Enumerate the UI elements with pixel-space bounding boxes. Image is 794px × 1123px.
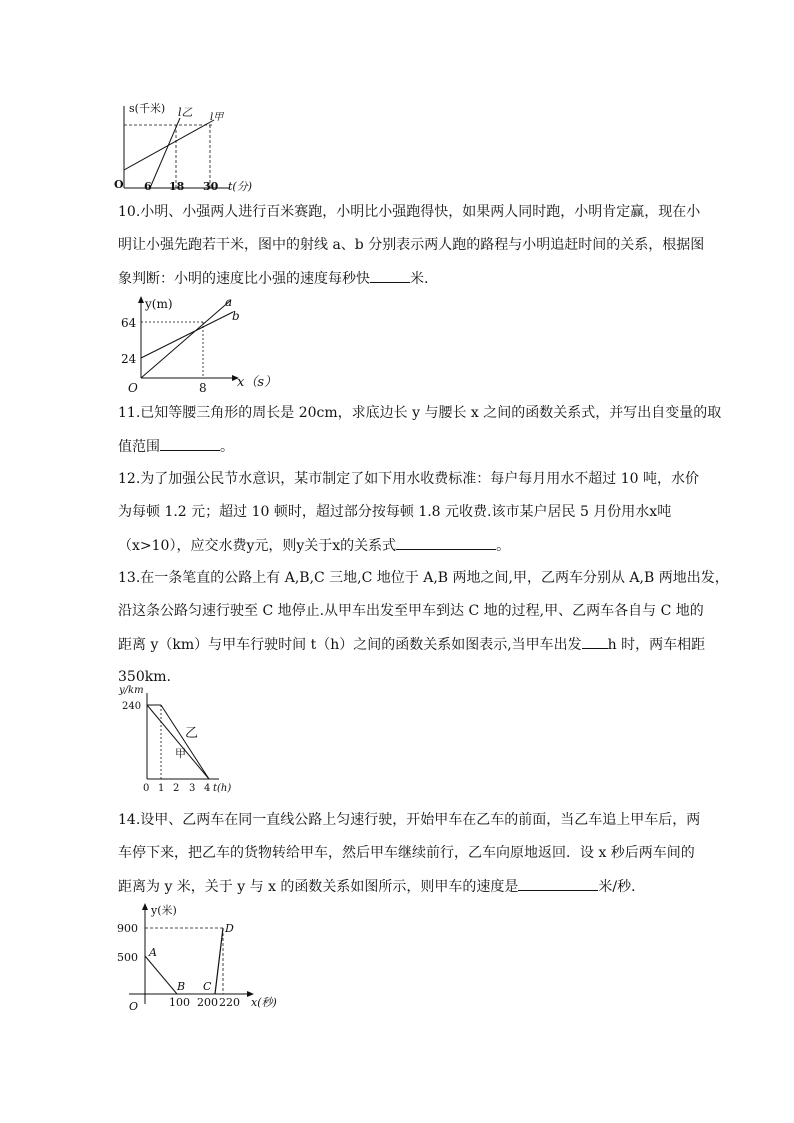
fig2-ray-a-label: a [225,295,233,309]
q13-answer-blank[interactable] [582,634,608,649]
segment-AB [145,956,177,994]
fig4-xlabel: x(秒) [251,996,277,1009]
fig4-ytick-900: 900 [117,922,138,935]
fig1-ylabel: s(千米) [129,102,166,115]
fig4-point-A: A [149,946,157,959]
q12-line-3 [118,535,510,556]
q14-line-3-text: 距离为 y 米，关于 y 与 x 的函数关系如图所示，则甲车的速度是 [118,879,519,895]
figure-two-cars-svg [115,683,245,795]
fig2-ray-b-label: b [232,309,240,323]
fig3-label-jia: 甲 [175,747,186,760]
fig2-ytick-64: 64 [121,316,137,330]
figure-two-cars [115,683,245,795]
q11-line-1: 11.已知等腰三角形的周长是 20cm，求底边长 y 与腰长 x 之间的函数关系式，并写出自变量的取 [118,405,722,421]
fig4-ytick-500: 500 [117,951,138,964]
fig4-xtick-200: 200 [197,996,218,1009]
fig3-xtick-3: 3 [189,783,196,794]
figure-two-cars-distance [115,900,290,1015]
q14-line-3 [118,876,645,897]
q11-line-2-text: 值范围 [118,439,160,455]
q13-line-3 [118,634,705,655]
fig3-ylabel: y/km [119,685,144,696]
fig3-ytick-240: 240 [122,701,142,712]
fig2-xtick-8: 8 [199,381,207,394]
q12-line-1: 12.为了加强公民节水意识，某市制定了如下用水收费标准：每户每月用水不超过 10 吨，水价 [118,471,699,487]
q14-line-1: 14.设甲、乙两车在同一直线公路上匀速行驶，开始甲车在乙车的前面，当乙车追上甲车后，两 [118,812,701,828]
line-yi [147,705,209,779]
q12-line-3-text: （x>10），应交水费y元，则y关于x的关系式 [118,538,397,554]
q14-line-2: 车停下来，把乙车的货物转给甲车，然后甲车继续前行，乙车向原地返回．设 x 秒后两车间的 [118,845,695,861]
q13-line-1: 13.在一条笔直的公路上有 A,B,C 三地,C 地位于 A,B 两地之间,甲，乙两车分别从 A,B 两地出发， [118,570,729,586]
fig1-line-yi-label: l乙 [178,106,193,119]
fig3-label-yi: 乙 [185,726,199,741]
y-arrow [142,903,148,910]
fig4-xtick-100: 100 [169,996,190,1009]
q12-answer-blank[interactable] [396,535,496,550]
y-arrow [138,296,144,303]
fig1-xlabel: t(分) [228,180,253,193]
figure-distance-time-svg [112,98,292,198]
q10-line-3-end: 米. [410,271,429,287]
ray-a [141,300,231,378]
figure-two-cars-distance-svg [115,900,290,1015]
fig1-xtick-6: 6 [144,180,152,193]
fig1-xtick-30: 30 [203,180,219,193]
q11-line-2 [118,436,234,457]
q10-line-2: 明让小强先跑若干米，图中的射线 a、b 分别表示两人跑的路程与小明追赶时间的关系，根据图 [118,237,705,253]
figure-race-svg [115,294,285,394]
q10-line-3-text: 象判断：小明的速度比小强的速度每秒快 [118,271,370,287]
figure-race [115,294,285,394]
fig3-xtick-0: 0 [143,783,150,794]
line-jia-slope [161,705,209,779]
fig1-xtick-18: 18 [169,180,185,193]
fig4-ylabel: y(米) [151,904,177,917]
q10-answer-blank[interactable] [370,268,410,283]
fig2-xlabel: x（s） [237,375,278,390]
q12-line-2: 为每顿 1.2 元；超过 10 顿时，超过部分按每顿 1.8 元收费.该市某户居民 5 月份用水x吨 [118,504,672,520]
fig1-line-jia-label: l甲 [210,112,224,123]
fig1-origin: O [114,178,124,191]
figure-distance-time [112,98,292,198]
fig2-ytick-24: 24 [121,352,137,366]
q14-answer-blank[interactable] [518,876,598,891]
q13-line-3-end: h 时，两车相距 [607,637,706,653]
fig4-point-C: C [203,980,212,993]
q10-line-3 [118,268,428,289]
fig3-xlabel: t(h) [213,783,232,794]
q13-line-3-text: 距离 y（km）与甲车行驶时间 t（h）之间的函数关系如图表示,当甲车出发 [118,637,582,653]
q11-line-2-end: 。 [220,439,234,455]
fig3-xtick-2: 2 [173,783,180,794]
q13-line-2: 沿这条公路匀速行驶至 C 地停止.从甲车出发至甲车到达 C 地的过程,甲、乙两车各自与 C 地的 [118,603,704,619]
fig2-ylabel: y(m) [145,297,173,311]
fig4-origin: O [129,1000,139,1013]
q13-line-4: 350km. [118,669,171,685]
q10-line-1: 10.小明、小强两人进行百米赛跑，小明比小强跑得快，如果两人同时跑，小明肯定赢，现在小 [118,204,701,220]
q14-line-3-end: 米/秒． [598,879,646,895]
q12-line-3-end: 。 [496,538,511,554]
fig2-origin: O [128,381,138,394]
segment-CD [215,928,223,994]
line-jia [124,120,214,170]
ray-b [141,312,233,358]
fig4-xtick-220: 220 [219,996,240,1009]
fig4-point-D: D [225,922,234,935]
fig4-point-B: B [177,980,186,993]
fig3-xtick-4: 4 [204,783,211,794]
fig3-xtick-1: 1 [158,783,165,794]
q11-answer-blank[interactable] [160,436,220,451]
